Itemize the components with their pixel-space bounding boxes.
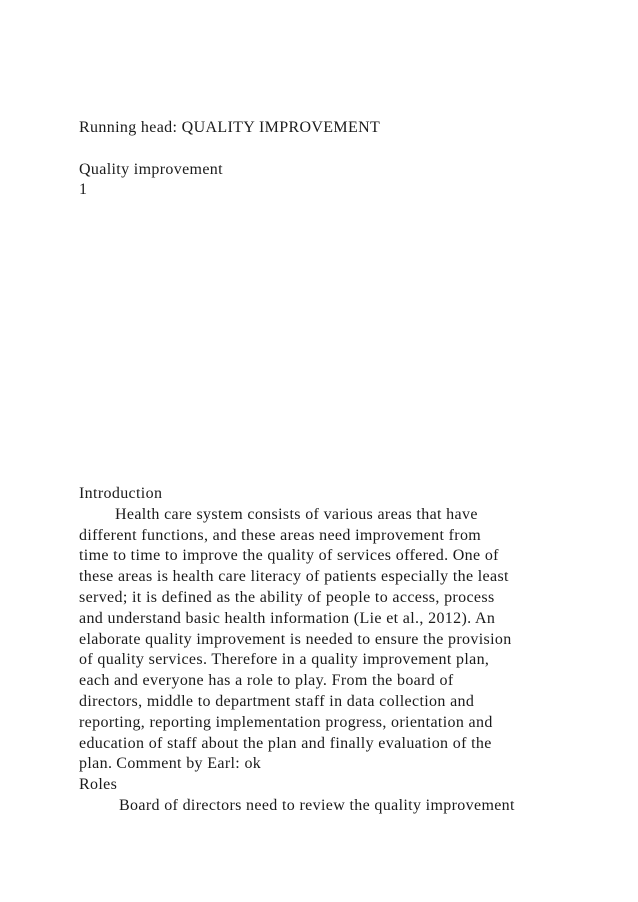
paragraph-line: of quality services. Therefore in a quality improvement plan, — [79, 651, 490, 669]
paragraph-line: directors, middle to department staff in data collection and — [79, 692, 475, 710]
paragraph-end-text: plan. — [79, 755, 113, 773]
paragraph-line: Board of directors need to review the quality improvement — [119, 796, 515, 814]
review-comment: Comment by Earl: ok — [116, 755, 262, 773]
paragraph-line: each and everyone has a role to play. From the board of — [79, 672, 454, 690]
running-head: Running head: QUALITY IMPROVEMENT — [79, 119, 381, 136]
roles-heading: Roles — [79, 776, 118, 794]
paragraph-line: different functions, and these areas need improvement from — [79, 526, 482, 544]
paragraph-line: time to time to improve the quality of services offered. One of — [79, 547, 499, 565]
paragraph-line: elaborate quality improvement is needed to ensure the provision — [79, 630, 512, 648]
paragraph-line: served; it is defined as the ability of people to access, process — [79, 588, 495, 606]
paragraph-line: and understand basic health information (Lie et al., 2012). An — [79, 609, 496, 627]
introduction-heading: Introduction — [79, 485, 163, 502]
document-body — [79, 484, 599, 817]
paragraph-line: these areas is health care literacy of patients especially the least — [79, 568, 509, 586]
paragraph-line: Health care system consists of various areas that have — [115, 505, 478, 523]
page-number: 1 — [79, 181, 88, 198]
paragraph-line: education of staff about the plan and finally evaluation of the — [79, 734, 492, 752]
paragraph-last-line — [79, 754, 599, 775]
paragraph-line: reporting, reporting implementation progress, orientation and — [79, 713, 493, 731]
document-title: Quality improvement — [79, 161, 223, 178]
